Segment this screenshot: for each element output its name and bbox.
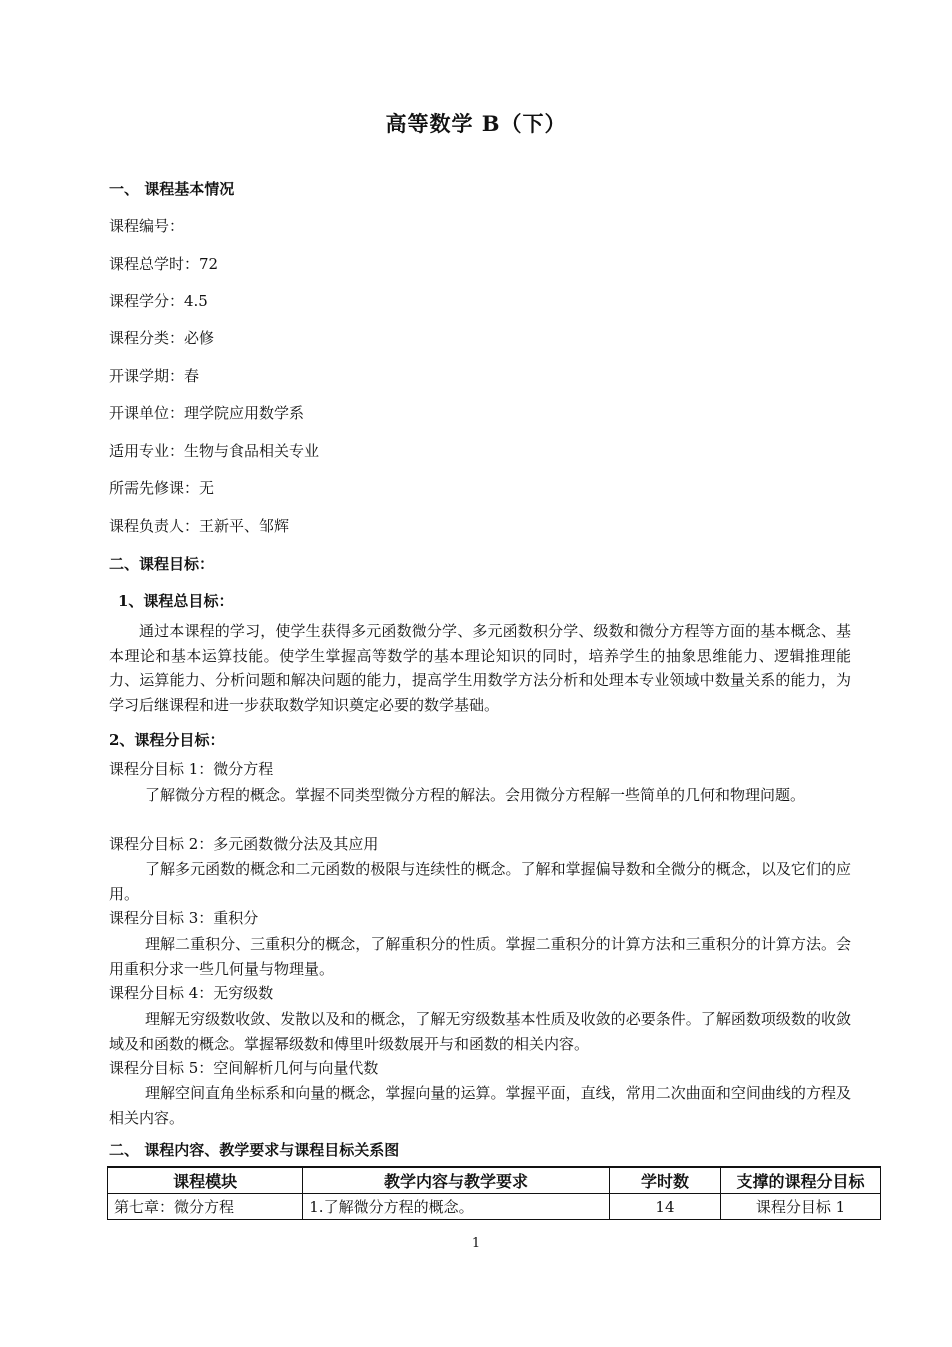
field-semester: 开课学期：春	[109, 367, 200, 385]
field-department: 开课单位：理学院应用数学系	[109, 404, 305, 422]
sub-goal-3-label: 课程分目标 3：重积分	[109, 909, 259, 927]
table-header-row	[108, 1167, 881, 1194]
subheading-sub-objectives: 2、课程分目标：	[109, 731, 225, 749]
sub-goal-2-label: 课程分目标 2：多元函数微分法及其应用	[109, 835, 379, 853]
sub-goal-1-label: 课程分目标 1：微分方程	[109, 760, 274, 778]
sub-goal-3-text: 理解二重积分、三重积分的概念，了解重积分的性质。掌握二重积分的计算方法和三重积分的计算方法。会用重积分求一些几何量与物理量。	[109, 935, 851, 978]
page-title: 高等数学 B（下）	[385, 111, 567, 136]
sub-goal-5-text: 理解空间直角坐标系和向量的概念，掌握向量的运算。掌握平面，直线，常用二次曲面和空间曲线的方程及相关内容。	[109, 1084, 851, 1127]
table-row	[108, 1194, 881, 1220]
section-heading-objectives: 二、课程目标：	[109, 555, 215, 573]
col-header-hours: 学时数	[609, 1167, 720, 1194]
cell-hours: 14	[609, 1194, 720, 1220]
course-module-table	[107, 1166, 881, 1220]
field-prerequisite: 所需先修课：无	[109, 479, 215, 497]
field-course-leader: 课程负责人：王新平、邹辉	[109, 517, 290, 535]
sub-goal-2-text: 了解多元函数的概念和二元函数的极限与连续性的概念。了解和掌握偏导数和全微分的概念，以及它们的应用。	[109, 860, 851, 903]
section-heading-content-table: 二、 课程内容、教学要求与课程目标关系图	[109, 1141, 400, 1159]
sub-goal-5-label: 课程分目标 5：空间解析几何与向量代数	[109, 1059, 379, 1077]
cell-goal: 课程分目标 1	[721, 1194, 881, 1220]
field-majors: 适用专业：生物与食品相关专业	[109, 442, 320, 460]
section-heading-basic-info: 一、 课程基本情况	[109, 180, 235, 198]
col-header-module: 课程模块	[108, 1167, 303, 1194]
cell-module: 第七章：微分方程	[108, 1194, 303, 1220]
cell-content: 1.了解微分方程的概念。	[303, 1194, 610, 1220]
page-number: 1	[471, 1236, 481, 1251]
field-credits: 课程学分：4.5	[109, 292, 208, 310]
field-category: 课程分类：必修	[109, 329, 215, 347]
field-total-hours: 课程总学时：72	[109, 255, 219, 273]
sub-goal-1-text: 了解微分方程的概念。掌握不同类型微分方程的解法。会用微分方程解一些简单的几何和物理问题。	[145, 786, 806, 804]
overall-objective-text: 通过本课程的学习，使学生获得多元函数微分学、多元函数积分学、级数和微分方程等方面的基本概念、基本理论和基本运算技能。使学生掌握高等数学的基本理论知识的同时，培养学生的抽象思维能力、逻辑推理能力、运算能力、分析问题和解决问题的能力，提高学生用数学方法分析和处理本专业领域中数量关系的能力，为学习后继课程和进一步获取数学知识奠定必要的数学基础。	[109, 622, 851, 714]
col-header-content: 教学内容与教学要求	[303, 1167, 610, 1194]
sub-goal-4-label: 课程分目标 4：无穷级数	[109, 984, 274, 1002]
sub-goal-4-text: 理解无穷级数收敛、发散以及和的概念，了解无穷级数基本性质及收敛的必要条件。了解函数项级数的收敛域及和函数的概念。掌握幂级数和傅里叶级数展开与和函数的相关内容。	[109, 1010, 851, 1053]
field-course-code: 课程编号：	[109, 217, 185, 235]
col-header-goal: 支撑的课程分目标	[721, 1167, 881, 1194]
subheading-overall-objective: 1、课程总目标：	[118, 592, 234, 610]
